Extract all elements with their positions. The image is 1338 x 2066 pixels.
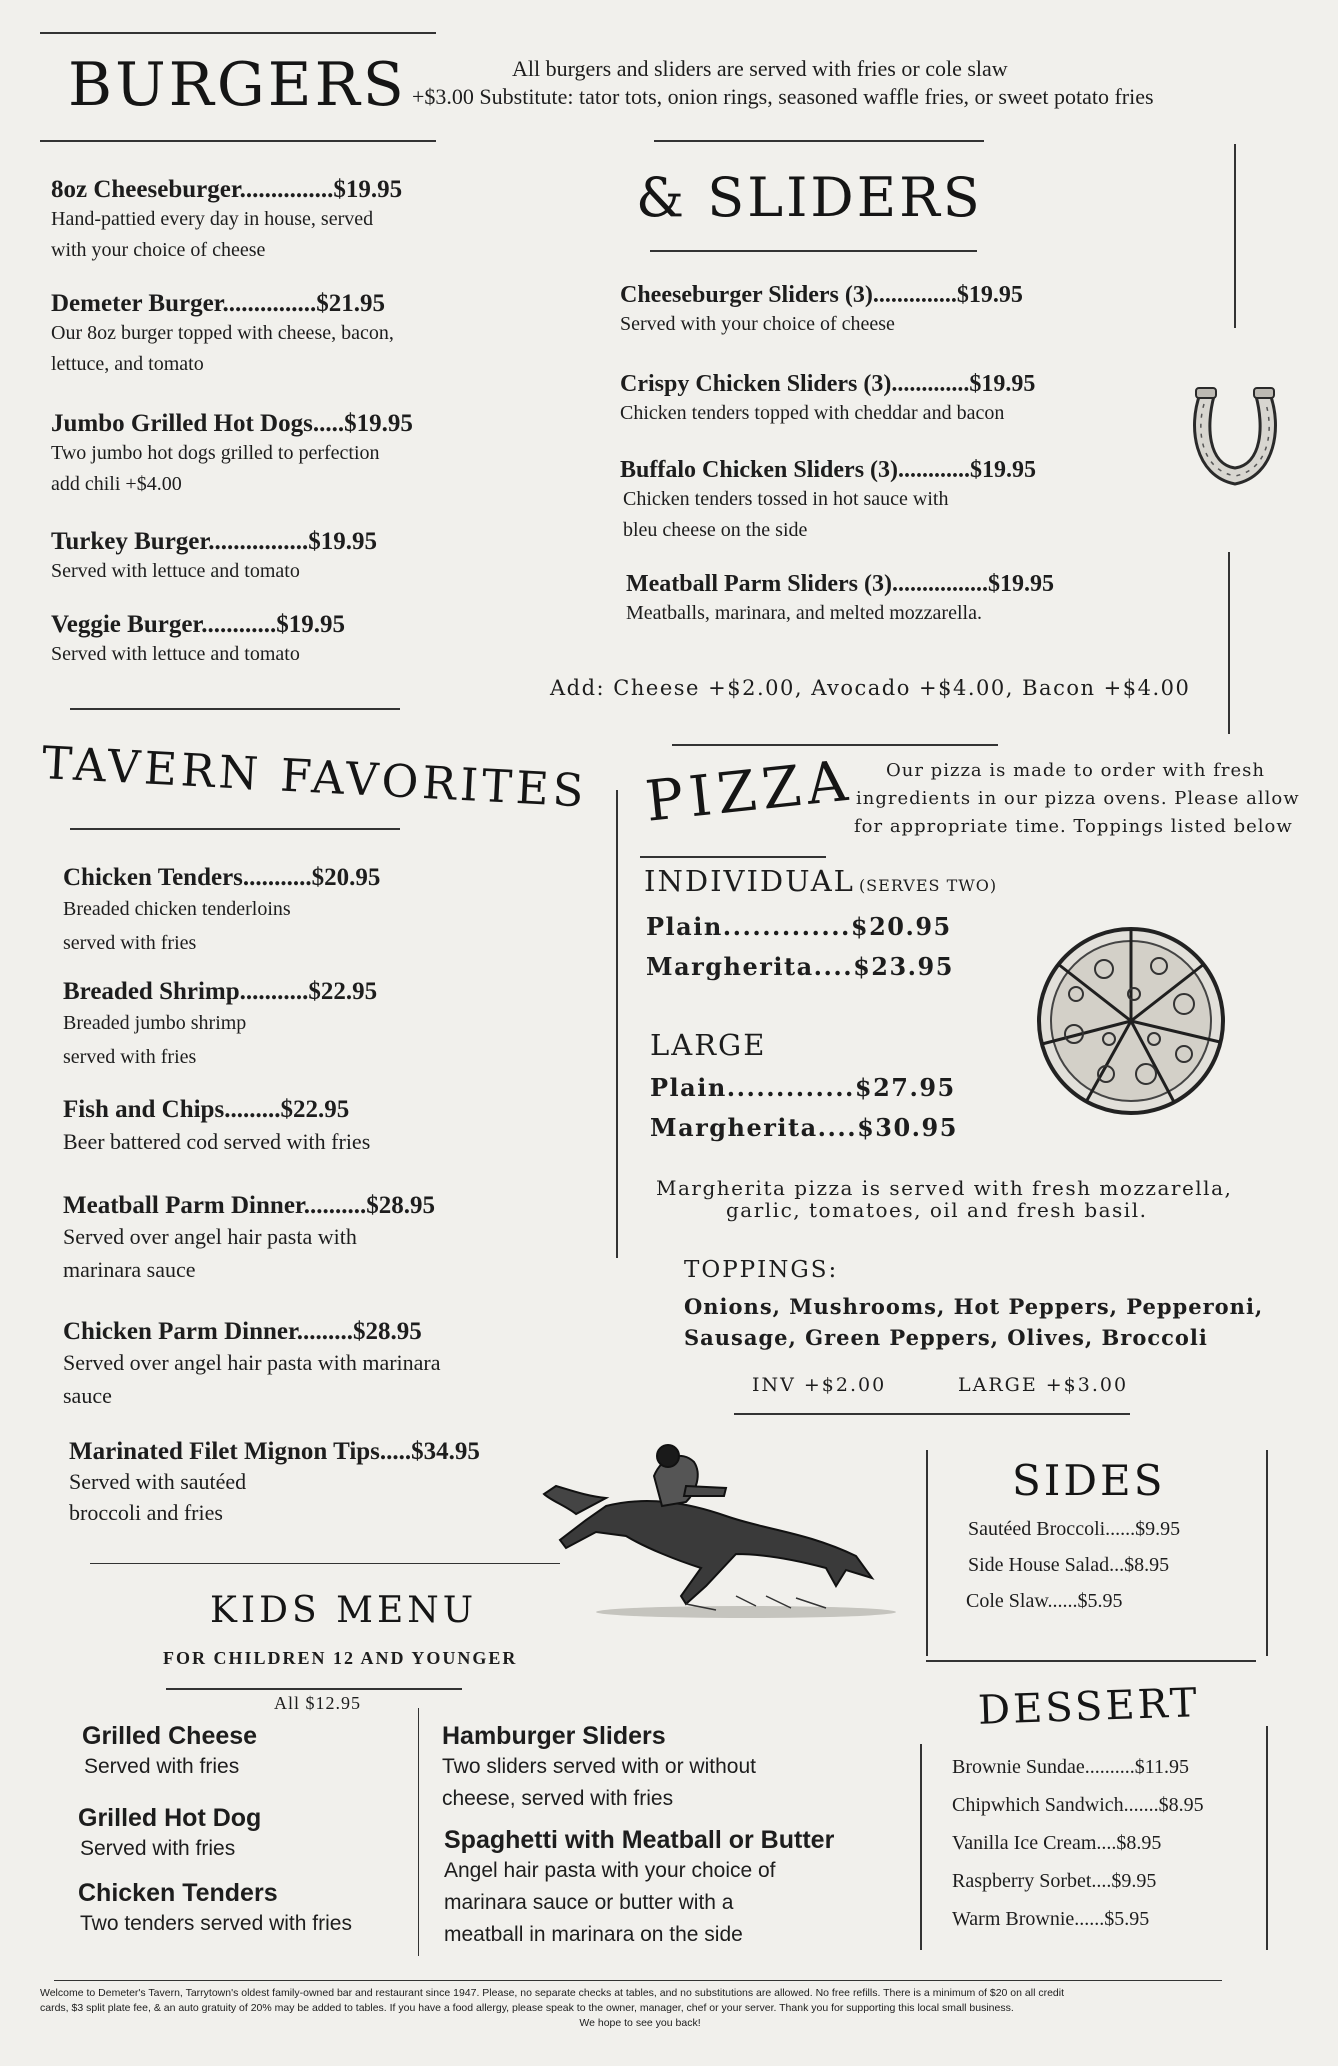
item-name: Marinated Filet Mignon Tips.....$34.95: [69, 1438, 480, 1465]
item-desc: Angel hair pasta with your choice of: [444, 1859, 776, 1882]
slider-item: [620, 282, 1180, 340]
tavern-title: TAVERN FAVORITES: [40, 736, 589, 818]
side-item: Cole Slaw......$5.95: [966, 1590, 1123, 1612]
large-topping-price: LARGE +$3.00: [958, 1374, 1129, 1396]
pizza-title: PIZZA: [642, 748, 857, 835]
divider: [90, 1563, 560, 1564]
divider: [672, 744, 998, 746]
item-desc: Breaded jumbo shrimp: [63, 1012, 247, 1034]
item-desc: Hand-pattied every day in house, served: [51, 208, 374, 230]
divider: [40, 140, 436, 142]
item-desc: Served with lettuce and tomato: [51, 560, 300, 582]
burger-item: [51, 290, 491, 380]
margherita-note-line1: Margherita pizza is served with fresh mozzarella,: [656, 1176, 1233, 1200]
tavern-item: [63, 1318, 603, 1412]
item-desc: Served with lettuce and tomato: [51, 643, 300, 665]
divider: [70, 828, 400, 830]
divider: [166, 1688, 462, 1690]
item-name: 8oz Cheeseburger...............$19.95: [51, 176, 403, 203]
item-desc: Served over angel hair pasta with marinara: [63, 1350, 441, 1375]
item-name: Buffalo Chicken Sliders (3)............$19.95: [620, 457, 1037, 483]
burgers-intro-line1: All burgers and sliders are served with fries or cole slaw: [512, 56, 1008, 81]
footer-line2: cards, $3 split plate fee, & an auto gratuity of 20% may be added to tables. If you have a food allergy, please speak to the owner, manager, chef or your server. Thank you for supporting this local small business.: [40, 2002, 1014, 2014]
item-desc: Served with fries: [80, 1837, 236, 1860]
divider: [1266, 1450, 1268, 1656]
tavern-item: [63, 864, 583, 960]
kids-item: [82, 1722, 257, 1783]
pizza-large-label: LARGE: [650, 1028, 767, 1062]
item-desc: lettuce, and tomato: [51, 353, 204, 375]
item-name: Chicken Parm Dinner.........$28.95: [63, 1318, 422, 1345]
item-name: Veggie Burger............$19.95: [51, 611, 345, 638]
tavern-item: [63, 978, 583, 1074]
item-desc: served with fries: [63, 1046, 197, 1068]
divider: [1234, 144, 1236, 328]
item-desc: Beer battered cod served with fries: [63, 1129, 371, 1154]
item-name: Chicken Tenders: [78, 1879, 278, 1907]
pizza-illustration: [1034, 924, 1228, 1118]
kids-item: [444, 1826, 834, 1951]
item-name: Meatball Parm Sliders (3)................$19.95: [626, 571, 1054, 597]
kids-subtitle: FOR CHILDREN 12 AND YOUNGER: [163, 1648, 518, 1668]
footer-line3: We hope to see you back!: [579, 2017, 701, 2029]
item-name: Fish and Chips.........$22.95: [63, 1096, 350, 1123]
burgers-title: BURGERS: [68, 50, 407, 120]
item-name: Turkey Burger................$19.95: [51, 528, 377, 555]
dessert-item: Raspberry Sorbet....$9.95: [952, 1870, 1157, 1892]
margherita-note-line2: garlic, tomatoes, oil and fresh basil.: [726, 1198, 1148, 1222]
item-name: Grilled Hot Dog: [78, 1804, 262, 1832]
item-name: Demeter Burger...............$21.95: [51, 290, 385, 317]
individual-label: INDIVIDUAL: [644, 864, 855, 898]
burger-item: [51, 176, 491, 266]
inv-topping-price: INV +$2.00: [752, 1374, 887, 1396]
pizza-large-margherita: Margherita....$30.95: [650, 1113, 958, 1142]
tavern-item: [63, 1096, 583, 1160]
item-desc: Two jumbo hot dogs grilled to perfection: [51, 442, 380, 464]
divider: [616, 790, 618, 1258]
dessert-item: Warm Brownie......$5.95: [952, 1908, 1150, 1930]
sliders-title: & SLIDERS: [636, 166, 983, 229]
divider: [54, 1980, 1222, 1981]
divider: [1228, 552, 1230, 734]
item-name: Chicken Tenders...........$20.95: [63, 864, 381, 891]
item-desc: meatball in marinara on the side: [444, 1923, 743, 1946]
item-desc: Our 8oz burger topped with cheese, bacon,: [51, 322, 394, 344]
burger-item: [51, 410, 491, 500]
kids-price: All $12.95: [274, 1693, 362, 1713]
item-desc: marinara sauce or butter with a: [444, 1891, 734, 1914]
tavern-item: [63, 1192, 583, 1286]
tavern-item: [69, 1438, 589, 1528]
item-desc: Two tenders served with fries: [80, 1912, 352, 1935]
divider: [418, 1708, 419, 1956]
dessert-title: DESSERT: [977, 1680, 1201, 1734]
divider: [640, 856, 826, 858]
item-desc: Breaded chicken tenderloins: [63, 898, 291, 920]
item-desc: with your choice of cheese: [51, 239, 266, 261]
divider: [1266, 1726, 1268, 1950]
pizza-large-plain: Plain.............$27.95: [650, 1073, 956, 1102]
item-desc: Served over angel hair pasta with: [63, 1224, 357, 1249]
item-desc: bleu cheese on the side: [623, 519, 808, 541]
burger-item: [51, 528, 491, 587]
pizza-individual-header: [644, 864, 997, 898]
item-name: Breaded Shrimp...........$22.95: [63, 978, 378, 1005]
item-desc: Two sliders served with or without: [442, 1755, 756, 1778]
pizza-intro-line1: Our pizza is made to order with fresh: [886, 760, 1265, 781]
slider-item: [620, 371, 1180, 429]
side-item: Side House Salad...$8.95: [968, 1554, 1170, 1576]
item-desc: Chicken tenders tossed in hot sauce with: [623, 488, 949, 510]
item-desc: Meatballs, marinara, and melted mozzarella.: [626, 602, 982, 624]
kids-item: [442, 1722, 756, 1815]
horse-racing-illustration: [536, 1436, 906, 1624]
toppings-label: TOPPINGS:: [684, 1257, 839, 1283]
item-name: Spaghetti with Meatball or Butter: [444, 1826, 835, 1854]
dessert-item: Chipwhich Sandwich.......$8.95: [952, 1794, 1204, 1816]
footer: [40, 1986, 1298, 2031]
pizza-intro-line3: for appropriate time. Toppings listed below: [854, 816, 1293, 837]
item-desc: sauce: [63, 1383, 112, 1408]
slider-addons: Add: Cheese +$2.00, Avocado +$4.00, Bacon +$4.00: [550, 676, 1191, 700]
item-desc: add chili +$4.00: [51, 473, 182, 495]
burger-item: [51, 611, 491, 670]
toppings-line1: Onions, Mushrooms, Hot Peppers, Pepperoni,: [684, 1294, 1264, 1319]
divider: [654, 140, 984, 142]
toppings-line2: Sausage, Green Peppers, Olives, Broccoli: [684, 1325, 1208, 1350]
horseshoe-icon: [1180, 386, 1290, 492]
side-item: Sautéed Broccoli......$9.95: [968, 1518, 1181, 1540]
pizza-individual-plain: Plain.............$20.95: [646, 912, 952, 941]
divider: [920, 1744, 922, 1950]
item-desc: Served with fries: [84, 1755, 240, 1778]
kids-item: [78, 1804, 261, 1865]
divider: [926, 1660, 1256, 1662]
item-desc: Served with your choice of cheese: [620, 313, 895, 335]
divider: [734, 1413, 1130, 1415]
slider-item: [626, 571, 1186, 629]
divider: [40, 32, 436, 34]
item-name: Meatball Parm Dinner..........$28.95: [63, 1192, 435, 1219]
dessert-item: Brownie Sundae..........$11.95: [952, 1756, 1190, 1778]
divider: [70, 708, 400, 710]
item-name: Grilled Cheese: [82, 1722, 258, 1750]
item-desc: Chicken tenders topped with cheddar and bacon: [620, 402, 1005, 424]
item-desc: marinara sauce: [63, 1257, 196, 1282]
footer-line1: Welcome to Demeter's Tavern, Tarrytown's oldest family-owned bar and restaurant since 1947. Please, no separate checks at tables, and no substitutions are allowed. No free refills. There is a minimum of $20 on all credit: [40, 1987, 1064, 1999]
kids-title: KIDS MENU: [210, 1590, 478, 1631]
individual-note: (SERVES TWO): [858, 876, 998, 895]
item-name: Jumbo Grilled Hot Dogs.....$19.95: [51, 410, 413, 437]
burgers-intro-line2: +$3.00 Substitute: tator tots, onion rings, seasoned waffle fries, or sweet potato fries: [412, 84, 1154, 109]
item-name: Hamburger Sliders: [442, 1722, 666, 1750]
pizza-individual-margherita: Margherita....$23.95: [646, 952, 954, 981]
item-desc: served with fries: [63, 932, 197, 954]
kids-item: [78, 1879, 352, 1940]
divider: [650, 250, 977, 252]
item-desc: cheese, served with fries: [442, 1787, 674, 1810]
divider: [926, 1450, 928, 1656]
item-name: Crispy Chicken Sliders (3).............$19.95: [620, 371, 1036, 397]
item-desc: broccoli and fries: [69, 1500, 223, 1525]
pizza-intro-line2: ingredients in our pizza ovens. Please allow: [856, 788, 1300, 809]
dessert-item: Vanilla Ice Cream....$8.95: [952, 1832, 1162, 1854]
item-desc: Served with sautéed: [69, 1469, 247, 1494]
slider-item: [620, 457, 1180, 546]
item-name: Cheeseburger Sliders (3)..............$19.95: [620, 282, 1023, 308]
sides-title: SIDES: [1012, 1456, 1166, 1505]
